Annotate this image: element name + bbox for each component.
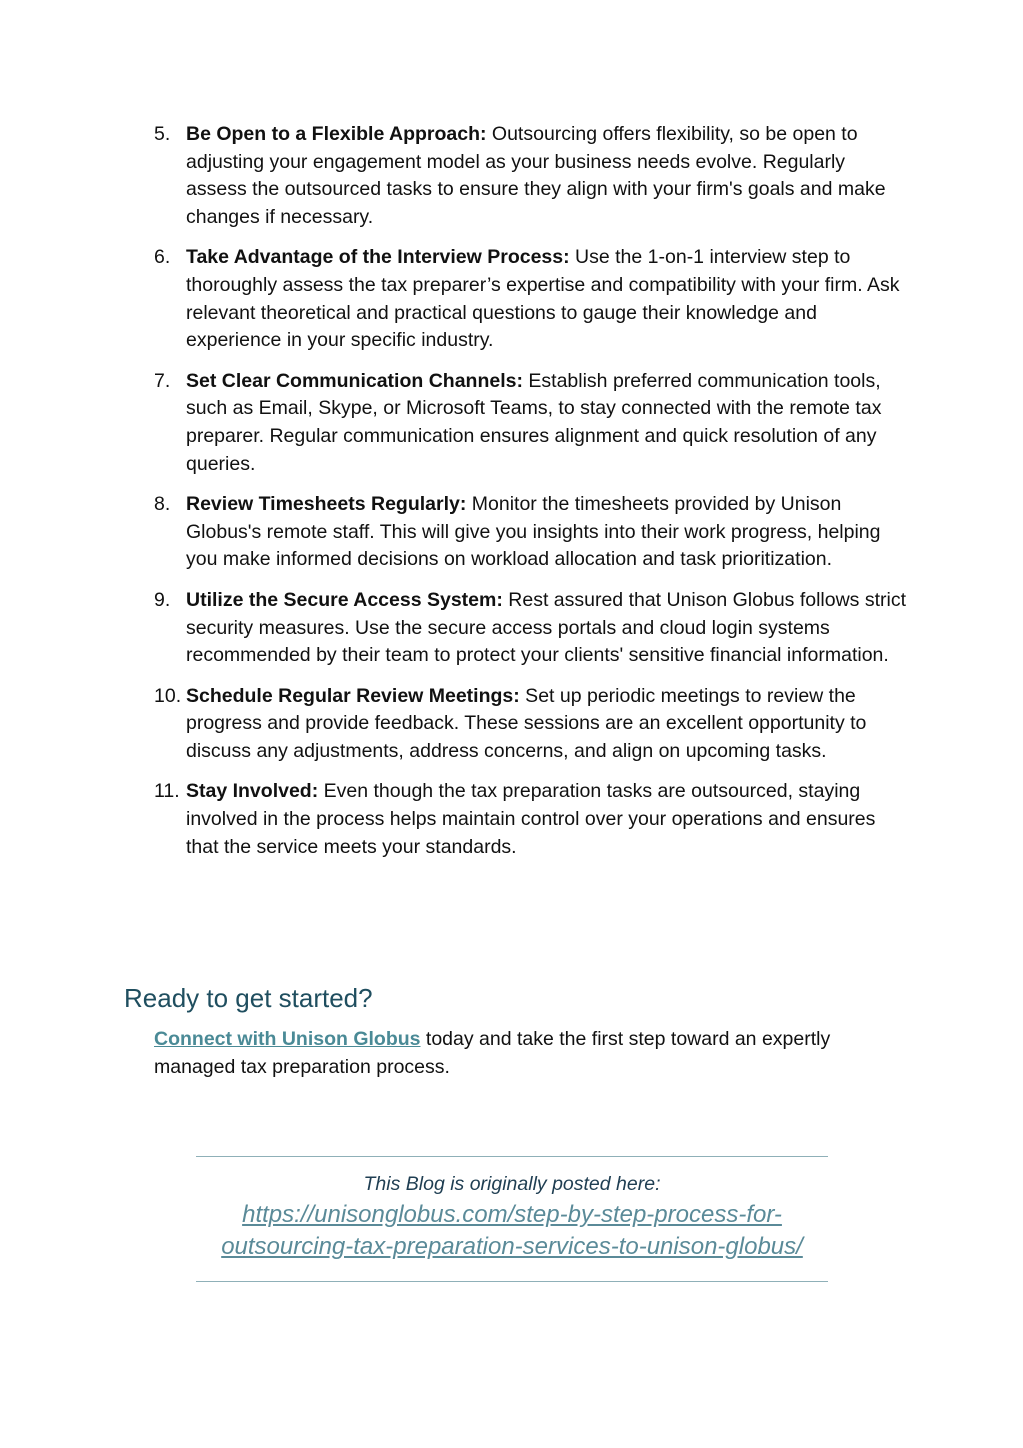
list-item xyxy=(154,587,906,670)
tips-list xyxy=(154,121,906,874)
list-item-text: Establish preferred communication tools, such as Email, Skype, or Microsoft Teams, to stay connected with the remote tax preparer. Regular communication ensures alignment and quick resolution of any queries. xyxy=(186,369,882,475)
list-item-number: 7. xyxy=(154,369,171,392)
cta-text: today and take the first step toward an expertly managed tax preparation process. xyxy=(154,1028,831,1078)
list-item xyxy=(154,244,906,354)
list-item-text: Even though the tax preparation tasks are outsourced, staying involved in the process helps maintain control over your operations and ensures that the service meets your standards. xyxy=(186,780,876,858)
list-item-title: Review Timesheets Regularly: xyxy=(186,493,467,516)
list-item-title: Schedule Regular Review Meetings: xyxy=(186,684,520,707)
list-item-text: Rest assured that Unison Globus follows strict security measures. Use the secure access portals and cloud login systems recommended by their team to protect your clients' sensitive financial information. xyxy=(186,588,907,667)
list-item-title: Utilize the Secure Access System: xyxy=(186,588,503,611)
divider-bottom xyxy=(196,1281,828,1282)
list-item-text: Set up periodic meetings to review the progress and provide feedback. These sessions are an excellent opportunity to discuss any adjustments, address concerns, and align on upcoming tasks. xyxy=(186,684,867,762)
source-url-link[interactable] xyxy=(196,1199,828,1263)
list-item-number: 11. xyxy=(154,780,180,803)
list-item-number: 8. xyxy=(154,493,171,516)
cta-paragraph xyxy=(154,1026,894,1081)
list-item xyxy=(154,491,906,574)
list-item-title: Set Clear Communication Channels: xyxy=(186,369,523,392)
list-item xyxy=(154,778,906,861)
divider-top xyxy=(196,1156,828,1157)
list-item-number: 10. xyxy=(154,684,182,707)
connect-link[interactable]: Connect with Unison Globus xyxy=(154,1028,421,1050)
list-item-title: Be Open to a Flexible Approach: xyxy=(186,123,487,145)
source-label: This Blog is originally posted here: xyxy=(363,1173,661,1195)
list-item-text: Use the 1-on-1 interview step to thoroughly assess the tax preparer’s expertise and compatibility with your firm. Ask relevant theoretical and practical questions to gauge their knowledge and experience in your specific industry. xyxy=(186,246,900,352)
source-url-line-1: https://unisonglobus.com/step-by-step-process-for- xyxy=(242,1201,782,1228)
list-item-number: 6. xyxy=(154,246,171,269)
list-item-text: Outsourcing offers flexibility, so be open to adjusting your engagement model as your business needs evolve. Regularly assess the outsourced tasks to ensure they align with your firm's goals and make changes if necessary. xyxy=(186,123,886,228)
list-item-number: 9. xyxy=(154,588,171,611)
list-item xyxy=(154,121,906,231)
list-item xyxy=(154,683,906,766)
source-url-line-2: outsourcing-tax-preparation-services-to-unison-globus/ xyxy=(221,1233,803,1260)
list-item-title: Take Advantage of the Interview Process: xyxy=(186,246,570,269)
cta-heading: Ready to get started? xyxy=(124,983,373,1013)
list-item-text: Monitor the timesheets provided by Unison Globus's remote staff. This will give you insights into their work progress, helping you make informed decisions on workload allocation and task prioritization. xyxy=(186,493,881,571)
list-item-number: 5. xyxy=(154,123,171,145)
list-item xyxy=(154,368,906,478)
list-item-title: Stay Involved: xyxy=(186,780,319,803)
